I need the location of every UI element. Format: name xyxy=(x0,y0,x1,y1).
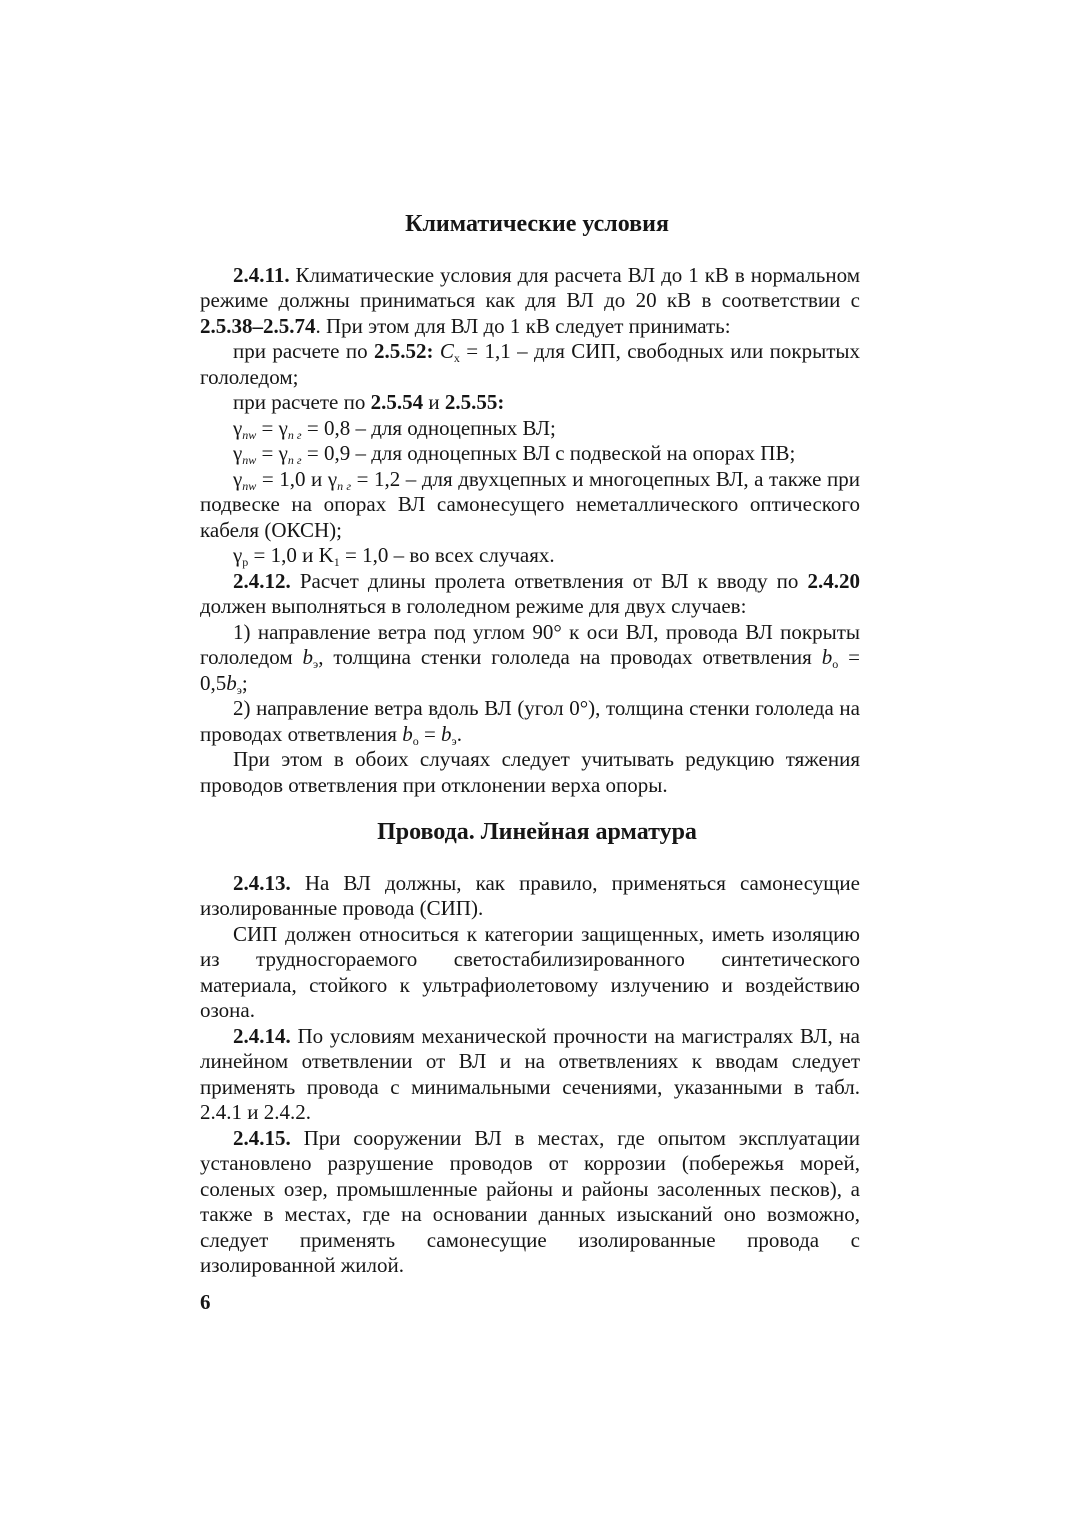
clause-number: 2.4.14. xyxy=(233,1023,291,1048)
formula-subscript: n г xyxy=(287,453,302,467)
calc-rule-2-5-52 xyxy=(200,339,860,390)
clause-reference: 2.5.55: xyxy=(444,390,505,414)
coefficient-line xyxy=(200,416,860,442)
paragraph-2-4-12 xyxy=(200,569,860,620)
coefficient-line xyxy=(200,441,860,467)
paragraph-text: , толщина стенки гололеда на проводах ответвления xyxy=(318,645,822,669)
note-paragraph: При этом в обоих случаях следует учитывать редукцию тяжения проводов ответвления при отклонении верха опоры. xyxy=(200,747,860,797)
formula-subscript: x xyxy=(453,351,460,365)
formula-subscript: о xyxy=(412,733,419,748)
formula-subscript: n г xyxy=(337,478,352,493)
formula-symbol: γ xyxy=(278,415,288,440)
paragraph-text: На ВЛ должны, как правило, применяться самонесущие изолированные провода (СИП). xyxy=(200,870,860,920)
clause-number: 2.4.13. xyxy=(233,870,291,895)
paragraph-2-4-11 xyxy=(200,263,860,340)
paragraph-text: при расчете по xyxy=(233,339,374,363)
clause-reference: 2.5.38–2.5.74 xyxy=(200,313,316,338)
case-2 xyxy=(200,696,860,747)
clause-number: 2.4.15. xyxy=(233,1125,291,1150)
formula-subscript: э xyxy=(313,657,319,671)
clause-reference: 2.4.20 xyxy=(807,568,860,593)
formula-symbol: b xyxy=(402,721,413,746)
paragraph-text: . При этом для ВЛ до 1 кВ следует принимать: xyxy=(315,313,731,338)
formula-symbol: b xyxy=(302,645,314,669)
formula-symbol: γ xyxy=(327,466,338,491)
paragraph-text: при расчете по xyxy=(233,390,371,414)
formula-symbol: γ xyxy=(233,415,243,440)
paragraph-text: ; xyxy=(241,670,248,695)
formula-symbol: γ xyxy=(233,543,243,567)
paragraph-text: = 0,9 – для одноцепных ВЛ с подвеской на опорах ПВ; xyxy=(301,441,796,465)
formula-subscript: о xyxy=(832,657,839,671)
formula-symbol: γ xyxy=(233,441,243,465)
paragraph-text: = xyxy=(256,415,279,440)
formula-subscript: nw xyxy=(242,427,257,442)
formula-symbol: b xyxy=(441,721,452,746)
paragraph-text: = 1,0 и K xyxy=(248,543,334,567)
formula-subscript: э xyxy=(451,733,457,748)
paragraph-text: . xyxy=(456,721,462,746)
formula-subscript: nw xyxy=(242,453,257,467)
formula-subscript: р xyxy=(242,555,249,569)
coefficient-line xyxy=(200,543,860,569)
paragraph-text: и xyxy=(423,390,445,414)
clause-reference: 2.5.52: xyxy=(373,339,434,363)
coefficient-line xyxy=(200,467,860,544)
clause-number: 2.4.11. xyxy=(233,262,290,287)
paragraph-text: = 1,2 – для двухцепных и многоцепных ВЛ, а также при подвеске на опорах ВЛ самонесущего неметаллического оптического кабеля (ОКСН); xyxy=(200,466,861,542)
paragraph-2-4-14 xyxy=(200,1024,860,1126)
clause-number: 2.4.12. xyxy=(233,568,291,593)
section-title-climate: Климатические условия xyxy=(405,211,669,237)
clause-reference: 2.5.54 xyxy=(370,390,424,414)
formula-subscript: э xyxy=(236,682,242,697)
paragraph-text: = 1,0 – во всех случаях. xyxy=(339,543,555,567)
paragraph-text: = xyxy=(418,721,442,746)
paragraph-2-4-13 xyxy=(200,871,860,922)
section-title-wires: Провода. Линейная арматура xyxy=(377,819,697,845)
paragraph-text: При сооружении ВЛ в местах, где опытом эксплуатации установлено разрушение проводов от коррозии (побережья морей, соленых озер, промышленные районы и районы засоленных песков), а также в местах, где на основании данных изысканий оно возможно, следует применять самонесущие изолированные провода с изолированной жилой. xyxy=(200,1125,860,1277)
paragraph-text: = 0,5 xyxy=(200,645,860,695)
document-page xyxy=(200,210,860,1279)
paragraph-text: = 0,8 – для одноцепных ВЛ; xyxy=(301,415,556,440)
formula-symbol: b xyxy=(821,645,833,669)
calc-rule-2-5-54 xyxy=(200,390,860,416)
formula-symbol: γ xyxy=(278,441,288,465)
paragraph-text: = 1,0 и xyxy=(256,466,328,491)
formula-subscript: nw xyxy=(242,478,257,493)
page-number: 6 xyxy=(200,1290,211,1314)
paragraph-text: должен выполняться в гололедном режиме для двух случаев: xyxy=(200,594,747,618)
formula-subscript: n г xyxy=(287,427,302,442)
sip-paragraph: СИП должен относиться к категории защищенных, иметь изоляцию из трудносгораемого светостабилизированного синтетического материала, стойкого к ультрафиолетовому излучению и воздействию озона. xyxy=(200,921,860,1022)
paragraph-text: 1) направление ветра под углом 90° к оси ВЛ, провода ВЛ покрыты гололедом xyxy=(200,619,860,669)
paragraph-text: 2) направление ветра вдоль ВЛ (угол 0°), толщина стенки гололеда на проводах ответвления xyxy=(200,696,860,746)
paragraph-text: По условиям механической прочности на магистралях ВЛ, на линейном ответвлении от ВЛ и на ответвлениях к вводам следует применять провода с минимальными сечениями, указанными в табл. 2.4.1 и 2.4.2. xyxy=(200,1023,860,1124)
formula-subscript: 1 xyxy=(333,555,340,569)
formula-symbol: C xyxy=(439,339,454,363)
paragraph-text: Климатические условия для расчета ВЛ до 1 кВ в нормальном режиме должны приниматься как для ВЛ до 20 кВ в соответствии с xyxy=(200,262,860,312)
formula-symbol: γ xyxy=(233,466,243,491)
formula-symbol: b xyxy=(226,670,237,695)
paragraph-text: = 1,1 – для СИП, свободных или покрытых гололедом; xyxy=(200,339,860,389)
paragraph-text: = xyxy=(256,441,279,465)
paragraph-2-4-15 xyxy=(200,1126,860,1279)
paragraph-text: Расчет длины пролета ответвления от ВЛ к вводу по xyxy=(290,568,808,593)
case-1 xyxy=(200,620,860,697)
